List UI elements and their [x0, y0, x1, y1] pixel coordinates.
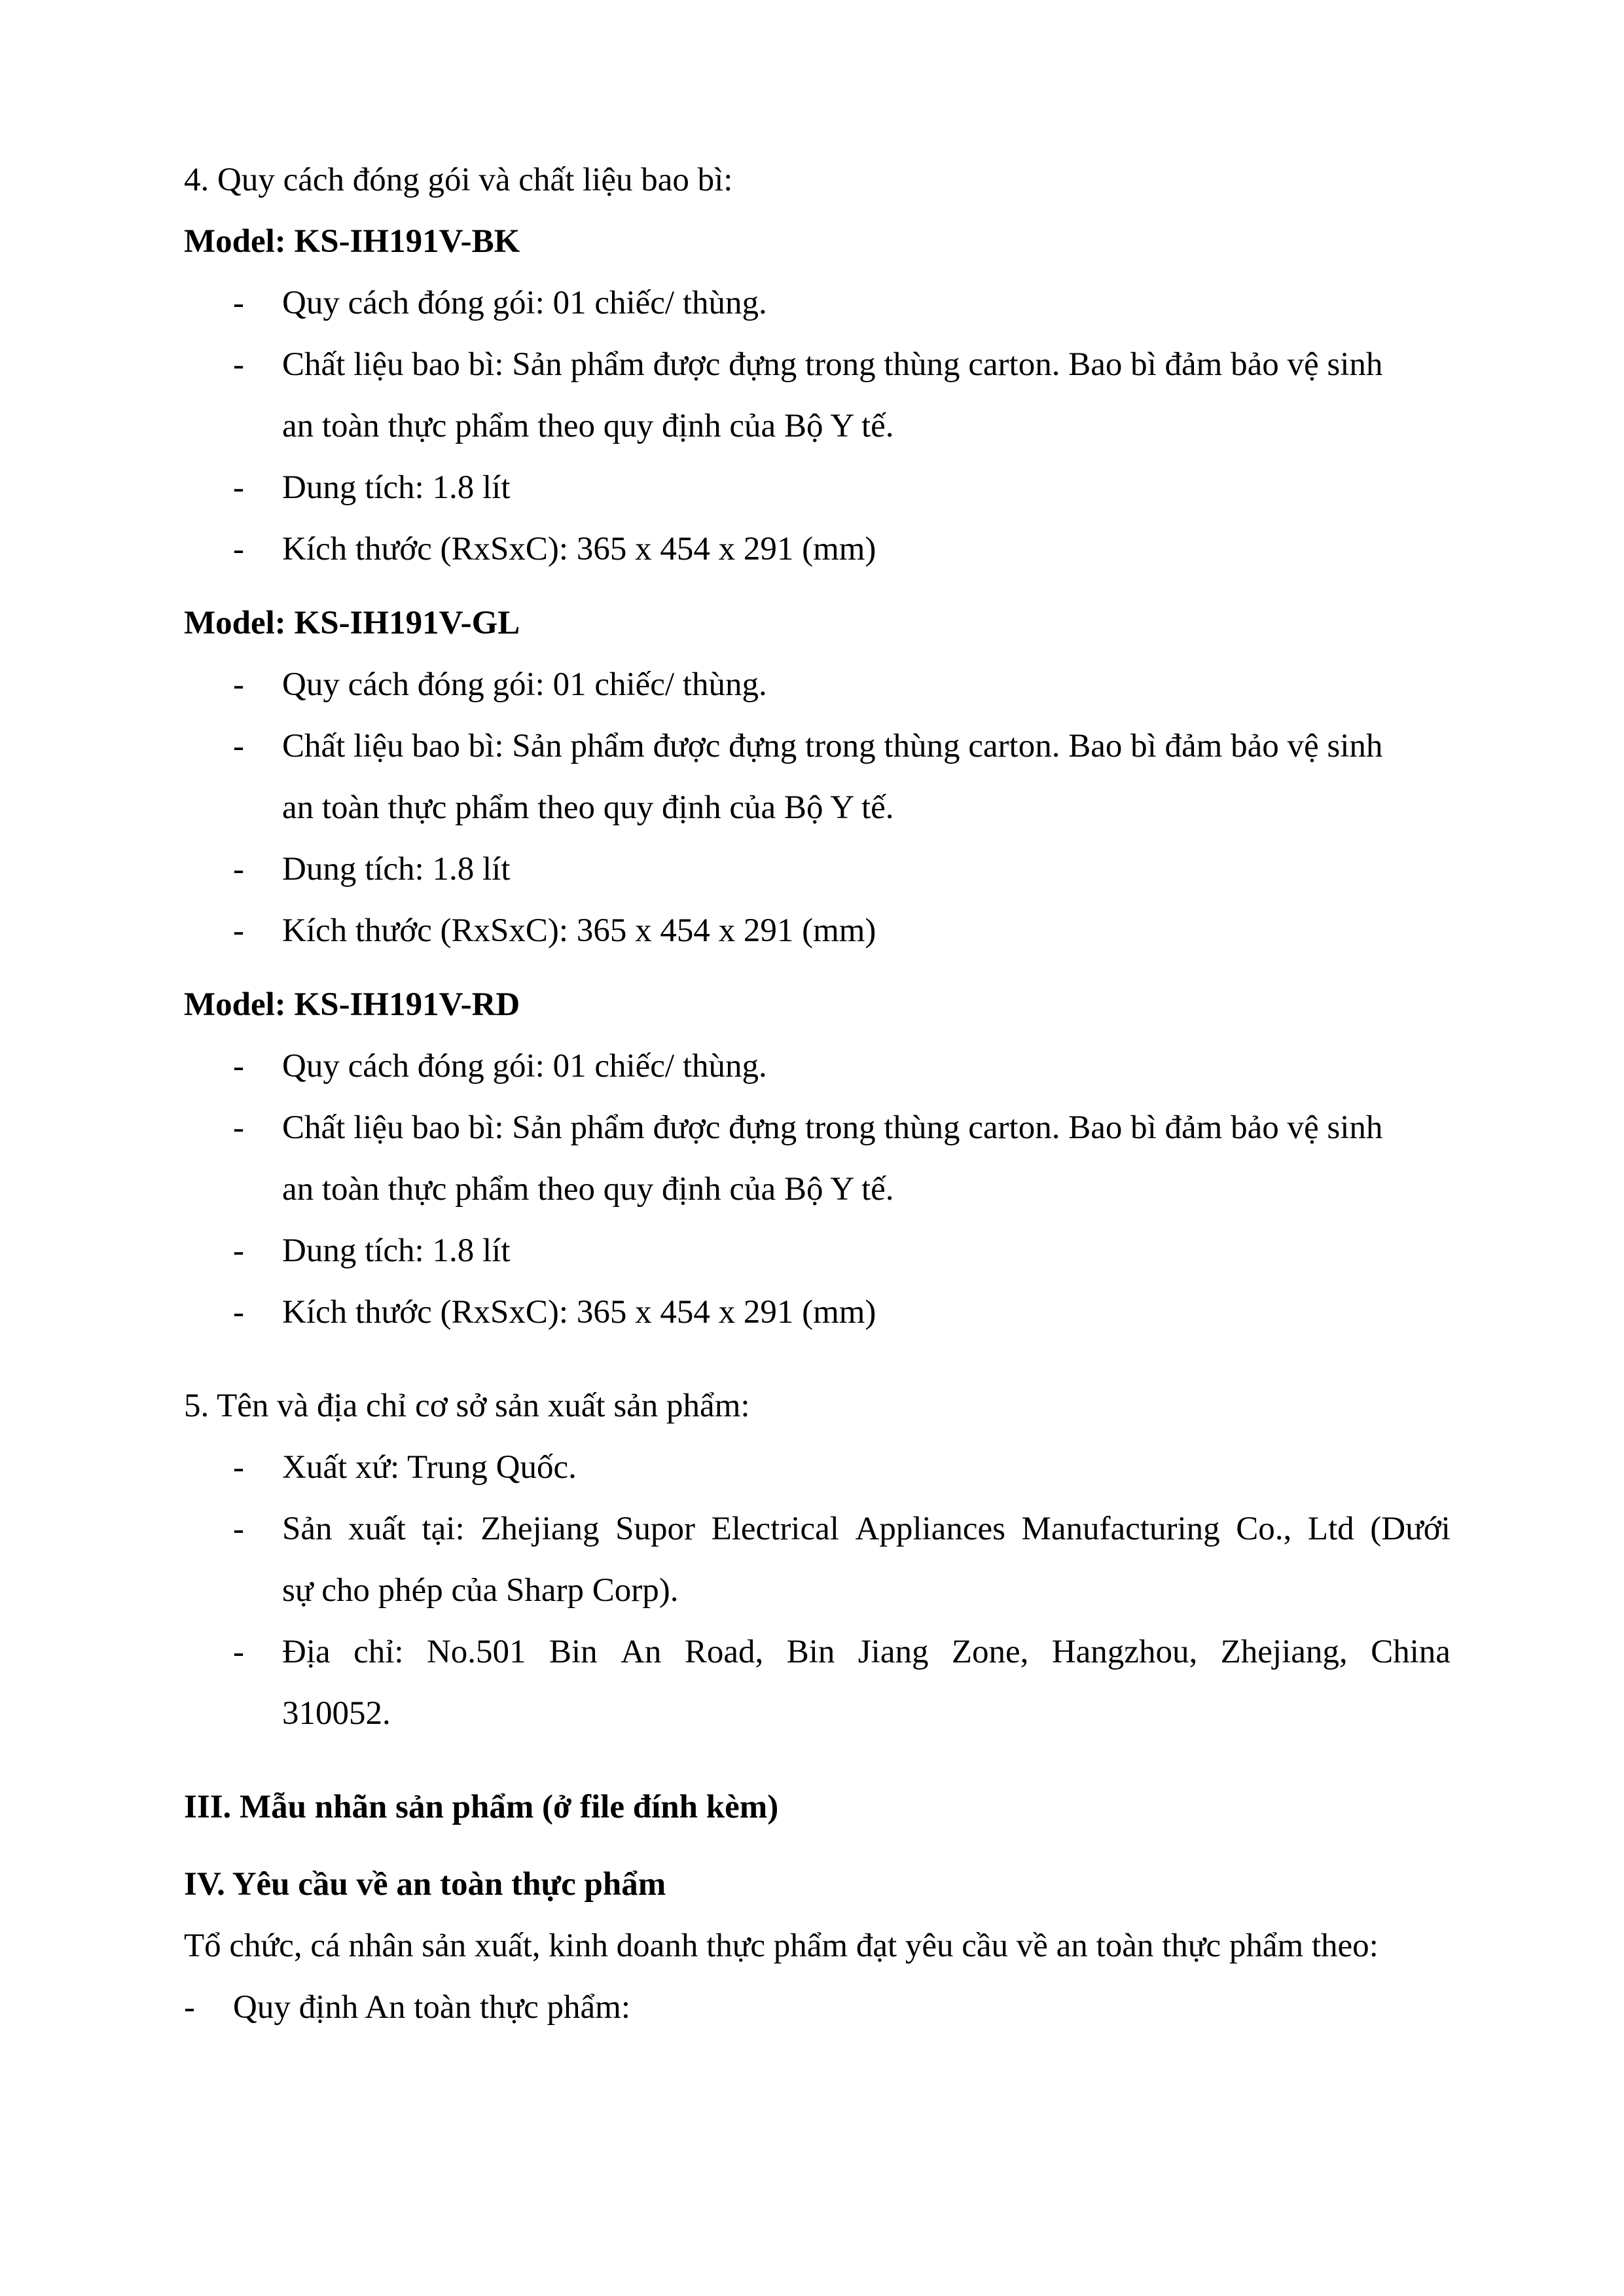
capacity-spec: Dung tích: 1.8 lít [282, 1232, 511, 1269]
word: Co., [1236, 1511, 1292, 1547]
manufacturer-line1 [282, 1509, 1451, 1549]
section-5-heading: 5. Tên và địa chỉ cơ sở sản xuất sản phẩm: [184, 1388, 750, 1424]
list-bullet: - [233, 469, 244, 506]
list-bullet: - [233, 346, 244, 383]
list-bullet: - [233, 666, 244, 703]
word: (Dưới [1370, 1511, 1451, 1547]
word: Supor [615, 1511, 695, 1547]
list-bullet: - [233, 1232, 244, 1269]
packing-spec: Quy cách đóng gói: 01 chiếc/ thùng. [282, 285, 767, 321]
list-bullet: - [233, 912, 244, 949]
word: Bin [549, 1634, 598, 1670]
manufacturer-line2: sự cho phép của Sharp Corp). [282, 1572, 679, 1609]
model-heading-gl: Model: KS-IH191V-GL [184, 605, 520, 641]
size-spec: Kích thước (RxSxC): 365 x 454 x 291 (mm) [282, 912, 876, 949]
word: Electrical [711, 1511, 839, 1547]
list-bullet: - [233, 1294, 244, 1331]
address-line2: 310052. [282, 1695, 391, 1732]
material-spec-line1: Chất liệu bao bì: Sản phẩm được đựng trong thùng carton. Bao bì đảm bảo vệ sinh [282, 346, 1383, 383]
word: An [621, 1634, 662, 1670]
word: Jiang [857, 1634, 929, 1670]
word: No.501 [426, 1634, 526, 1670]
material-spec-line1: Chất liệu bao bì: Sản phẩm được đựng trong thùng carton. Bao bì đảm bảo vệ sinh [282, 1109, 1383, 1146]
section-iii-heading: III. Mẫu nhãn sản phẩm (ở file đính kèm) [184, 1789, 779, 1825]
list-bullet: - [184, 1989, 195, 2026]
word: Manufacturing [1021, 1511, 1220, 1547]
list-bullet: - [233, 1511, 244, 1547]
word: Zhejiang [480, 1511, 600, 1547]
capacity-spec: Dung tích: 1.8 lít [282, 469, 511, 506]
word: Road, [684, 1634, 764, 1670]
address-line1 [282, 1632, 1451, 1672]
list-bullet: - [233, 1634, 244, 1670]
list-bullet: - [233, 285, 244, 321]
material-spec-line1: Chất liệu bao bì: Sản phẩm được đựng trong thùng carton. Bao bì đảm bảo vệ sinh [282, 728, 1383, 764]
list-bullet: - [233, 728, 244, 764]
section-iv-intro: Tổ chức, cá nhân sản xuất, kinh doanh thực phẩm đạt yêu cầu về an toàn thực phẩm theo: [184, 1928, 1379, 1964]
word: Địa [282, 1634, 331, 1670]
origin-text: Xuất xứ: Trung Quốc. [282, 1449, 577, 1486]
word: Ltd [1307, 1511, 1354, 1547]
word: Zhejiang, [1220, 1634, 1348, 1670]
word: Hangzhou, [1051, 1634, 1198, 1670]
word: chỉ: [353, 1634, 404, 1670]
model-heading-rd: Model: KS-IH191V-RD [184, 986, 520, 1023]
word: tại: [422, 1511, 465, 1547]
word: Zone, [951, 1634, 1029, 1670]
capacity-spec: Dung tích: 1.8 lít [282, 851, 511, 888]
material-spec-line2: an toàn thực phẩm theo quy định của Bộ Y tế. [282, 789, 894, 826]
packing-spec: Quy cách đóng gói: 01 chiếc/ thùng. [282, 666, 767, 703]
word: Appliances [855, 1511, 1005, 1547]
model-heading-bk: Model: KS-IH191V-BK [184, 223, 520, 260]
food-safety-regulation-item: Quy định An toàn thực phẩm: [233, 1989, 630, 2026]
word: xuất [348, 1511, 406, 1547]
word: Sản [282, 1511, 333, 1547]
material-spec-line2: an toàn thực phẩm theo quy định của Bộ Y tế. [282, 1171, 894, 1208]
section-4-heading: 4. Quy cách đóng gói và chất liệu bao bì: [184, 162, 733, 198]
list-bullet: - [233, 531, 244, 567]
size-spec: Kích thước (RxSxC): 365 x 454 x 291 (mm) [282, 531, 876, 567]
section-iv-heading: IV. Yêu cầu về an toàn thực phẩm [184, 1866, 666, 1903]
list-bullet: - [233, 1109, 244, 1146]
size-spec: Kích thước (RxSxC): 365 x 454 x 291 (mm) [282, 1294, 876, 1331]
list-bullet: - [233, 1048, 244, 1085]
list-bullet: - [233, 1449, 244, 1486]
material-spec-line2: an toàn thực phẩm theo quy định của Bộ Y tế. [282, 408, 894, 444]
word: Bin [786, 1634, 835, 1670]
list-bullet: - [233, 851, 244, 888]
word: China [1371, 1634, 1451, 1670]
packing-spec: Quy cách đóng gói: 01 chiếc/ thùng. [282, 1048, 767, 1085]
